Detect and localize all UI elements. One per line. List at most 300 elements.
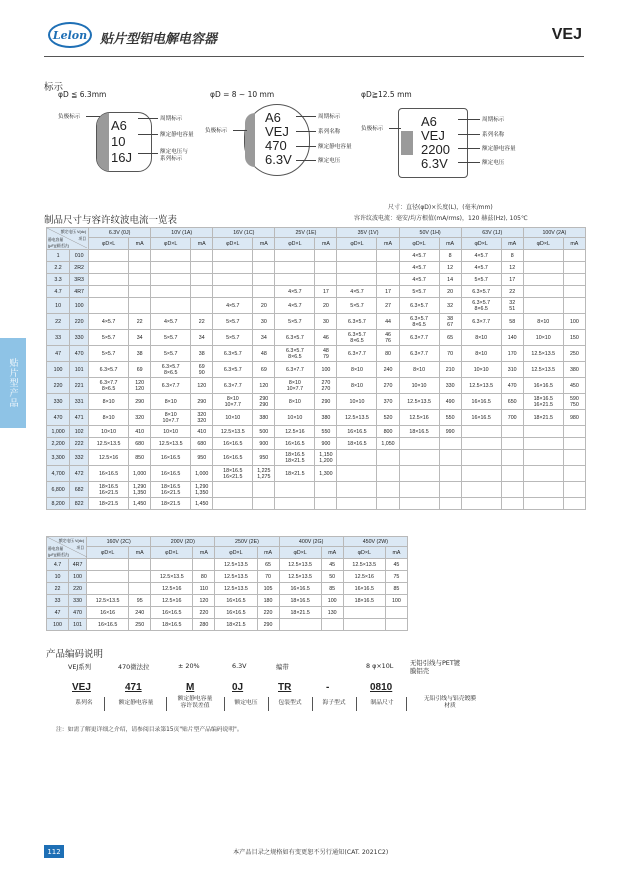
ripple-cell [501,450,523,466]
ripple-cell: 550 [315,426,337,438]
ripple-cell: 240 [129,607,151,619]
size-cell [343,619,385,631]
ripple-cell: 45 [385,559,407,571]
code-cell: 4R7 [70,286,89,298]
ripple-cell: 120 120 [129,378,151,394]
code-cell: 472 [70,466,89,482]
ripple-subheader: mA [385,547,407,559]
size-cell [461,466,501,482]
voltage-header: 160V (2C) [87,537,151,547]
ripple-cell: 290 [257,619,279,631]
ripple-cell: 75 [385,571,407,583]
table-row [47,362,586,378]
corner-cap-label [48,546,69,558]
voltage-header: 63V (1J) [461,228,523,238]
marking-3-line-2: VEJ [421,128,445,143]
ripple-cell: 330 [439,378,461,394]
voltage-header: 35V (1V) [337,228,399,238]
size-cell: 16×16.5 [213,450,253,466]
ripple-cell [129,571,151,583]
code-cell: 471 [70,410,89,426]
table-row [47,274,586,286]
size-cell [343,607,385,619]
ripple-cell: 380 [563,362,585,378]
ripple-cell: 100 [563,314,585,330]
ripple-cell: 290 [129,394,151,410]
marking-heading: 标示 [44,82,64,93]
size-cell: 5×5.7 [151,330,191,346]
ripple-cell: 270 270 [315,378,337,394]
ripple-cell: 65 [439,330,461,346]
size-cell: 12.5×16 [151,595,193,607]
size-cell: 16×16 [87,607,129,619]
ripple-cell: 410 [191,426,213,438]
capacitance-cell: 10 [47,298,70,314]
size-cell: 8×10 [337,378,377,394]
ripple-cell: 34 [129,330,151,346]
ripple-cell [129,298,151,314]
capacitance-cell: 33 [47,595,69,607]
size-subheader: φD×L [87,547,129,559]
ripple-cell [253,286,275,298]
capacitance-cell: 10 [47,571,69,583]
code-cell: 2R2 [70,262,89,274]
size-cell: 4×5.7 [151,314,191,330]
capacitance-cell: 4,700 [47,466,70,482]
voltage-header: 100V (2A) [523,228,585,238]
ripple-cell: 17 [315,286,337,298]
marking-1-line-3: 16J [111,150,132,165]
ripple-cell: 69 [253,362,275,378]
ripple-cell: 46 76 [377,330,399,346]
ripple-cell: 12 [501,262,523,274]
ripple-cell: 46 [315,330,337,346]
marking-2-line-2: VEJ [265,124,289,139]
size-cell: 8×10 [399,362,439,378]
corner-item-label: 项目 [78,237,87,241]
voltage-header: 200V (2D) [151,537,215,547]
size-cell [213,274,253,286]
ripple-cell: 380 [253,410,275,426]
size-ripple-table-1 [46,227,586,510]
size-cell [213,262,253,274]
ripple-subheader: mA [191,238,213,250]
size-cell: 8×10 10×7.7 [213,394,253,410]
ripple-cell: 1,450 [191,498,213,510]
capacitance-cell: 100 [47,362,70,378]
size-cell [523,438,563,450]
code-top-pack: 编带 [276,663,289,671]
size-cell: 16×16.5 [279,583,321,595]
code-lead: - [326,682,330,693]
ripple-cell: 69 90 [191,362,213,378]
ripple-cell [315,482,337,498]
ripple-cell: 220 [193,607,215,619]
table-row [47,378,586,394]
size-cell: 4×5.7 [337,286,377,298]
ripple-cell [377,262,399,274]
ripple-cell: 32 51 [501,298,523,314]
code-cell: 822 [70,498,89,510]
size-cell: 16×16.5 [213,438,253,450]
ripple-cell [439,438,461,450]
size-cell [275,250,315,262]
size-cell: 10×10 [151,426,191,438]
ripple-cell: 450 [563,378,585,394]
code-cell: 332 [70,450,89,466]
size-cell: 18×21.5 [215,619,257,631]
ripple-cell: 20 [315,298,337,314]
size-cell [275,274,315,286]
ripple-cell: 680 [129,438,151,450]
page-title: 贴片型铝电解电容器 [100,32,218,47]
size-cell: 5×5.7 [337,298,377,314]
ripple-cell [439,498,461,510]
size-cell: 6.3×5.7 [89,362,129,378]
ripple-cell: 22 [191,314,213,330]
side-tab: 贴片型产品 [0,338,26,428]
ripple-cell: 850 [129,450,151,466]
voltage-header: 450V (2W) [343,537,407,547]
ripple-cell: 80 [193,571,215,583]
units-note-size: 尺寸：直径(φD)×长度(L)，(毫米/mm) [388,204,493,211]
ripple-cell [253,498,275,510]
ripple-cell [563,274,585,286]
code-top-series: VEJ系列 [68,663,92,671]
size-cell [213,250,253,262]
ripple-cell: 220 [257,607,279,619]
ripple-cell: 1,450 [129,498,151,510]
ripple-cell: 170 [501,346,523,362]
size-cell: 6.3×7.7 [337,346,377,362]
code-cell: 330 [70,330,89,346]
code-cell: 100 [69,571,87,583]
negative-stripe [401,131,413,155]
code-cell: 220 [69,583,87,595]
ripple-cell [193,559,215,571]
ripple-cell [253,482,275,498]
ripple-cell: 30 [315,314,337,330]
ripple-cell: 150 [563,330,585,346]
capacitance-cell: 33 [47,330,70,346]
size-cell: 12.5×13.5 [343,559,385,571]
ripple-cell [129,274,151,286]
ripple-cell: 370 [377,394,399,410]
table-row [47,482,586,498]
size-cell: 8×10 [89,410,129,426]
code-size: 0810 [370,682,393,693]
corner-cap-label [48,237,69,249]
ripple-cell [377,450,399,466]
size-cell: 8×10 [523,314,563,330]
ripple-cell: 22 [129,314,151,330]
corner-item-label: 项目 [76,546,85,550]
capacitance-cell: 47 [47,346,70,362]
size-cell: 12.5×13.5 [151,438,191,450]
size-cell: 12.5×16 [399,410,439,426]
size-cell: 16×16.5 [151,607,193,619]
size-cell: 8×10 10×7.7 [151,410,191,426]
size-cell: 12.5×13.5 [523,362,563,378]
size-cell: 5×5.7 [213,314,253,330]
ripple-cell [191,298,213,314]
size-cell: 12.5×16 [275,426,315,438]
capacitor-medium-drawing [244,104,310,176]
ripple-cell [377,482,399,498]
size-cell [461,426,501,438]
ripple-cell [191,262,213,274]
capacitance-cell: 2.2 [47,262,70,274]
ripple-cell: 20 [253,298,275,314]
size-cell [89,262,129,274]
ripple-cell: 520 [377,410,399,426]
size-cell [213,286,253,298]
code-top-cap: 470微法拉 [118,663,150,671]
desc-volt: 额定电压 [234,700,258,706]
corner-cap-text: 静电容量 (μF)(描述法) [48,238,69,248]
size-cell [279,619,321,631]
ripple-cell: 38 [129,346,151,362]
table-row [47,466,586,482]
page-header [44,20,584,60]
size-cell: 10×10 [337,394,377,410]
ripple-cell: 280 [193,619,215,631]
table-row [47,498,586,510]
size-cell: 6.3×5.7 8×6.5 [275,346,315,362]
size-cell [151,559,193,571]
ann-series-3: 系列名称 [482,132,505,138]
desc-cap: 额定静电容量 [118,700,154,706]
size-cell: 16×16.5 [337,426,377,438]
table2-corner [47,537,87,559]
size-cell: 6.3×5.7 8×6.5 [151,362,191,378]
ripple-cell: 17 [377,286,399,298]
ripple-cell: 20 [439,286,461,298]
size-cell: 6.3×7.7 [275,362,315,378]
size-cell: 6.3×7.7 8×6.5 [89,378,129,394]
size-cell [87,571,129,583]
ripple-cell: 310 [501,362,523,378]
table-row [47,426,586,438]
size-ripple-table-2 [46,536,408,631]
capacitance-cell: 2,200 [47,438,70,450]
size-cell: 18×21.5 [523,410,563,426]
marking-2-line-4: 6.3V [265,152,292,167]
voltage-header: 250V (2E) [215,537,279,547]
ripple-subheader: mA [563,238,585,250]
size-subheader: φD×L [151,547,193,559]
ripple-cell: 500 [253,426,275,438]
ripple-subheader: mA [501,238,523,250]
table-row [47,607,408,619]
ann-cap-1: 额定静电容量 [160,132,194,138]
size-cell: 5×5.7 [275,314,315,330]
table1-heading: 制品尺寸与容许纹波电流一览表 [44,215,178,226]
ripple-cell: 38 [191,346,213,362]
size-cell: 6.3×5.7 [399,298,439,314]
size-cell: 12.5×13.5 [337,410,377,426]
size-cell: 4×5.7 [275,286,315,298]
marking-2-line-3: 470 [265,138,287,153]
size-cell: 10×10 [213,410,253,426]
size-cell: 6.3×5.7 8×6.5 [461,298,501,314]
size-cell [337,482,377,498]
ripple-subheader: mA [257,547,279,559]
code-cell: 221 [70,378,89,394]
lelon-logo [48,22,92,48]
ann-series-2: 系列名称 [318,129,341,135]
code-heading: 产品编码说明 [46,649,104,660]
ripple-cell: 700 [501,410,523,426]
size-cell: 18×16.5 [343,595,385,607]
ripple-cell [253,262,275,274]
ann-volt-2: 额定电压 [318,158,341,164]
size-cell: 5×5.7 [89,346,129,362]
ripple-cell [253,250,275,262]
size-cell [151,298,191,314]
size-cell: 6.3×5.7 [213,346,253,362]
ripple-cell [501,466,523,482]
ripple-cell: 50 [321,571,343,583]
size-cell [399,498,439,510]
ripple-cell: 100 [315,362,337,378]
ripple-cell: 590 750 [563,394,585,410]
size-cell: 18×16.5 16×21.5 [151,482,191,498]
ripple-cell: 48 79 [315,346,337,362]
size-cell [213,482,253,498]
ripple-cell [191,274,213,286]
ripple-cell [385,619,407,631]
capacitor-small-drawing [96,112,152,172]
size-cell [399,438,439,450]
size-cell: 6.3×5.7 [461,286,501,298]
size-subheader: φD×L [89,238,129,250]
ripple-cell: 800 [377,426,399,438]
ripple-cell [563,466,585,482]
size-cell: 18×16.5 [337,438,377,450]
size-cell [337,262,377,274]
ripple-cell [563,298,585,314]
size-cell: 5×5.7 [89,330,129,346]
ripple-cell: 900 [253,438,275,450]
size-cell: 12.5×13.5 [213,426,253,438]
ripple-subheader: mA [193,547,215,559]
ann-neg-2: 负极标示 [205,128,228,134]
ripple-cell: 70 [257,571,279,583]
size-cell: 8×10 [151,394,191,410]
size-cell: 6.3×5.7 [337,314,377,330]
size-cell: 4×5.7 [399,262,439,274]
size-cell [337,466,377,482]
size-cell [337,274,377,286]
size-cell [151,262,191,274]
ann-period-1: 周期标示 [160,116,183,122]
size-cell: 18×21.5 [151,498,191,510]
table-row [47,571,408,583]
table-row [47,595,408,607]
code-cell: 4R7 [69,559,87,571]
marking-3-line-3: 2200 [421,142,450,157]
size-cell: 5×5.7 [399,286,439,298]
header-divider [44,56,584,57]
size-cell: 12.5×16 [89,450,129,466]
size-cell [399,466,439,482]
ripple-cell: 34 [253,330,275,346]
ripple-cell [563,482,585,498]
ripple-cell: 240 [377,362,399,378]
ripple-cell: 270 [377,378,399,394]
ripple-cell [377,274,399,286]
marking-1-line-1: A6 [111,118,127,133]
size-cell: 10×10 [89,426,129,438]
ripple-subheader: mA [129,238,151,250]
size-cell: 6.3×5.7 [213,362,253,378]
ripple-cell: 180 [257,595,279,607]
ripple-cell: 1,290 1,350 [191,482,213,498]
size-cell [151,286,191,298]
size-cell: 18×16.5 [399,426,439,438]
ripple-cell [439,450,461,466]
size-cell [89,250,129,262]
ripple-cell: 320 [129,410,151,426]
size-cell [523,466,563,482]
size-subheader: φD×L [343,547,385,559]
size-cell: 16×16.5 [343,583,385,595]
voltage-header: 10V (1A) [151,228,213,238]
size-cell: 16×16.5 [461,394,501,410]
ripple-cell: 27 [377,298,399,314]
table-row [47,410,586,426]
voltage-header: 6.3V (0J) [89,228,151,238]
capacitance-cell: 4.7 [47,559,69,571]
ripple-cell: 1,050 [377,438,399,450]
ripple-cell [563,426,585,438]
code-top-tol: ± 20% [178,662,200,670]
ripple-cell: 980 [563,410,585,426]
ripple-cell [377,250,399,262]
voltage-header: 25V (1E) [275,228,337,238]
marking-3-line-4: 6.3V [421,156,448,171]
ripple-cell: 140 [501,330,523,346]
size-cell [523,482,563,498]
size-cell: 12.5×13.5 [151,571,193,583]
size-cell: 16×16.5 [89,466,129,482]
table-row [47,346,586,362]
code-tol: M [186,682,195,693]
ripple-cell: 1,150 1,200 [315,450,337,466]
code-cell: 470 [70,346,89,362]
size-cell: 12.5×13.5 [215,583,257,595]
ann-period-2: 周期标示 [318,114,341,120]
marking-size-1: φD ≦ 6.3mm [58,90,107,99]
size-cell: 12.5×16 [151,583,193,595]
ripple-cell: 210 [439,362,461,378]
ripple-cell: 48 [253,346,275,362]
size-cell: 18×21.5 [89,498,129,510]
ripple-cell: 14 [439,274,461,286]
size-cell: 18×16.5 16×21.5 [89,482,129,498]
ripple-cell: 85 [385,583,407,595]
size-cell [461,482,501,498]
code-top-material: 无铅引线与PET镀 膜铝壳 [410,659,461,675]
code-note: 注：如需了解更详细之介绍，请参阅目录第15页"贴片型产品编码说明"。 [56,727,243,733]
table-row [47,619,408,631]
size-cell: 16×16.5 [215,607,257,619]
size-cell: 12.5×13.5 [399,394,439,410]
size-cell: 4×5.7 [399,250,439,262]
ripple-cell [129,250,151,262]
ripple-cell: 250 [563,346,585,362]
